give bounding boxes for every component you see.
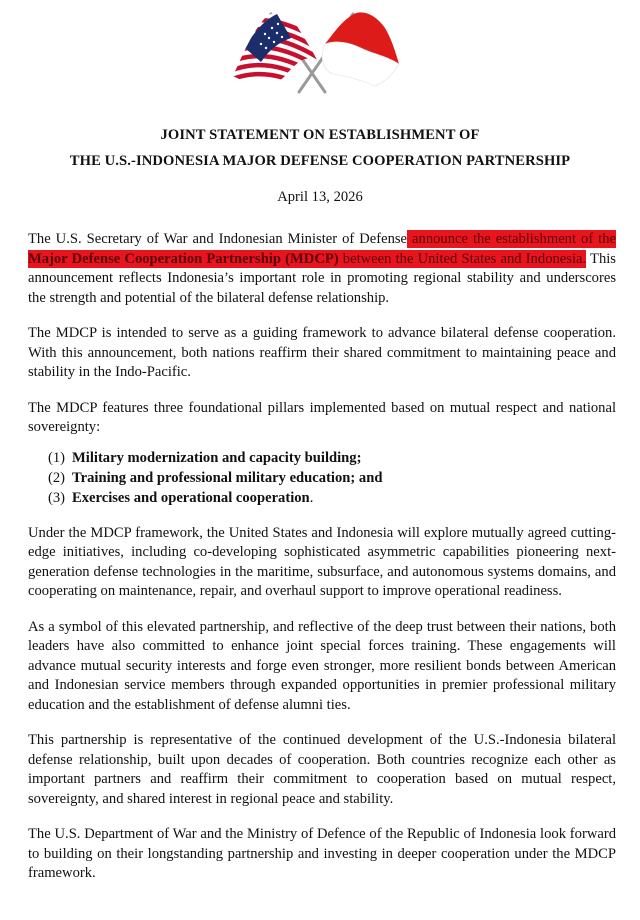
title-line-1: JOINT STATEMENT ON ESTABLISHMENT OF: [160, 127, 480, 143]
paragraph-partnership-symbol: As a symbol of this elevated partnership, and reflective of the deep trust between their nations, both leaders have also committed to enhance joint special forces training. These engagements will advance mutual security interests and forge even stronger, more resilient bonds between American and Indonesian service members through expanded opportunities in premier professional military education and the establishment of defense alumni ties.: [28, 618, 616, 713]
indonesia-flag: [322, 12, 399, 86]
announcement-lead: The U.S. Secretary of War and Indonesian Minister of Defense: [28, 231, 408, 247]
highlight-text-2: between the United States and Indonesia.: [338, 250, 587, 267]
list-item: [48, 468, 616, 488]
pillar-text: Training and professional military education; and: [72, 469, 383, 486]
paragraph-pillars-intro: The MDCP features three foundational pillars implemented based on mutual respect and national sovereignty:: [28, 399, 616, 435]
statement-body: [28, 230, 616, 900]
mdcp-name: Major Defense Cooperation Partnership (MDCP): [28, 250, 339, 267]
pillar-text: Exercises and operational cooperation: [72, 489, 310, 506]
crossed-flags-logo: [225, 4, 400, 96]
us-flag: [225, 4, 325, 96]
highlight-text-1: announce the establishment of the: [407, 231, 616, 247]
statement-date: April 13, 2026: [277, 189, 363, 205]
pillar-number: (2): [48, 469, 66, 486]
pillar-number: (3): [48, 489, 66, 506]
list-item: [48, 448, 616, 468]
paragraph-relationship: This partnership is representative of the continued development of the U.S.-Indonesia bilateral defense relationship, built upon decades of cooperation. Both countries recognize each other as important partners and reaffirm their commitment to cooperation based on mutual respect, sovereignty, and shared interest in regional peace and stability.: [28, 732, 616, 807]
paragraph-announcement: [28, 230, 616, 308]
paragraph-initiatives: Under the MDCP framework, the United States and Indonesia will explore mutually agreed cutting-edge initiatives, including co-developing sophisticated asymmetric capabilities pioneering next-generation defense technologies in the maritime, subsurface, and autonomous systems domains, and cooperating on maintenance, repair, and overhaul support to improve operational readiness.: [28, 524, 616, 599]
pillar-number: (1): [48, 449, 66, 466]
pillar-suffix: .: [309, 489, 314, 506]
title-line-2: THE U.S.-INDONESIA MAJOR DEFENSE COOPERATION PARTNERSHIP: [69, 153, 571, 169]
paragraph-framework: The MDCP is intended to serve as a guiding framework to advance bilateral defense cooperation. With this announcement, both nations reaffirm their shared commitment to maintaining peace and stability in the Indo-Pacific.: [28, 325, 616, 380]
pillar-text: Military modernization and capacity building;: [72, 449, 362, 466]
pillars-list: [48, 448, 616, 508]
announcement-tail: This announcement reflects Indonesia’s important role in promoting regional stability and underscores the strength and potential of the bilateral defense relationship.: [28, 250, 616, 306]
list-item: [48, 488, 616, 508]
paragraph-closing: The U.S. Department of War and the Ministry of Defence of the Republic of Indonesia look forward to building on their longstanding partnership and investing in deeper cooperation under the MDCP framework.: [28, 826, 616, 881]
